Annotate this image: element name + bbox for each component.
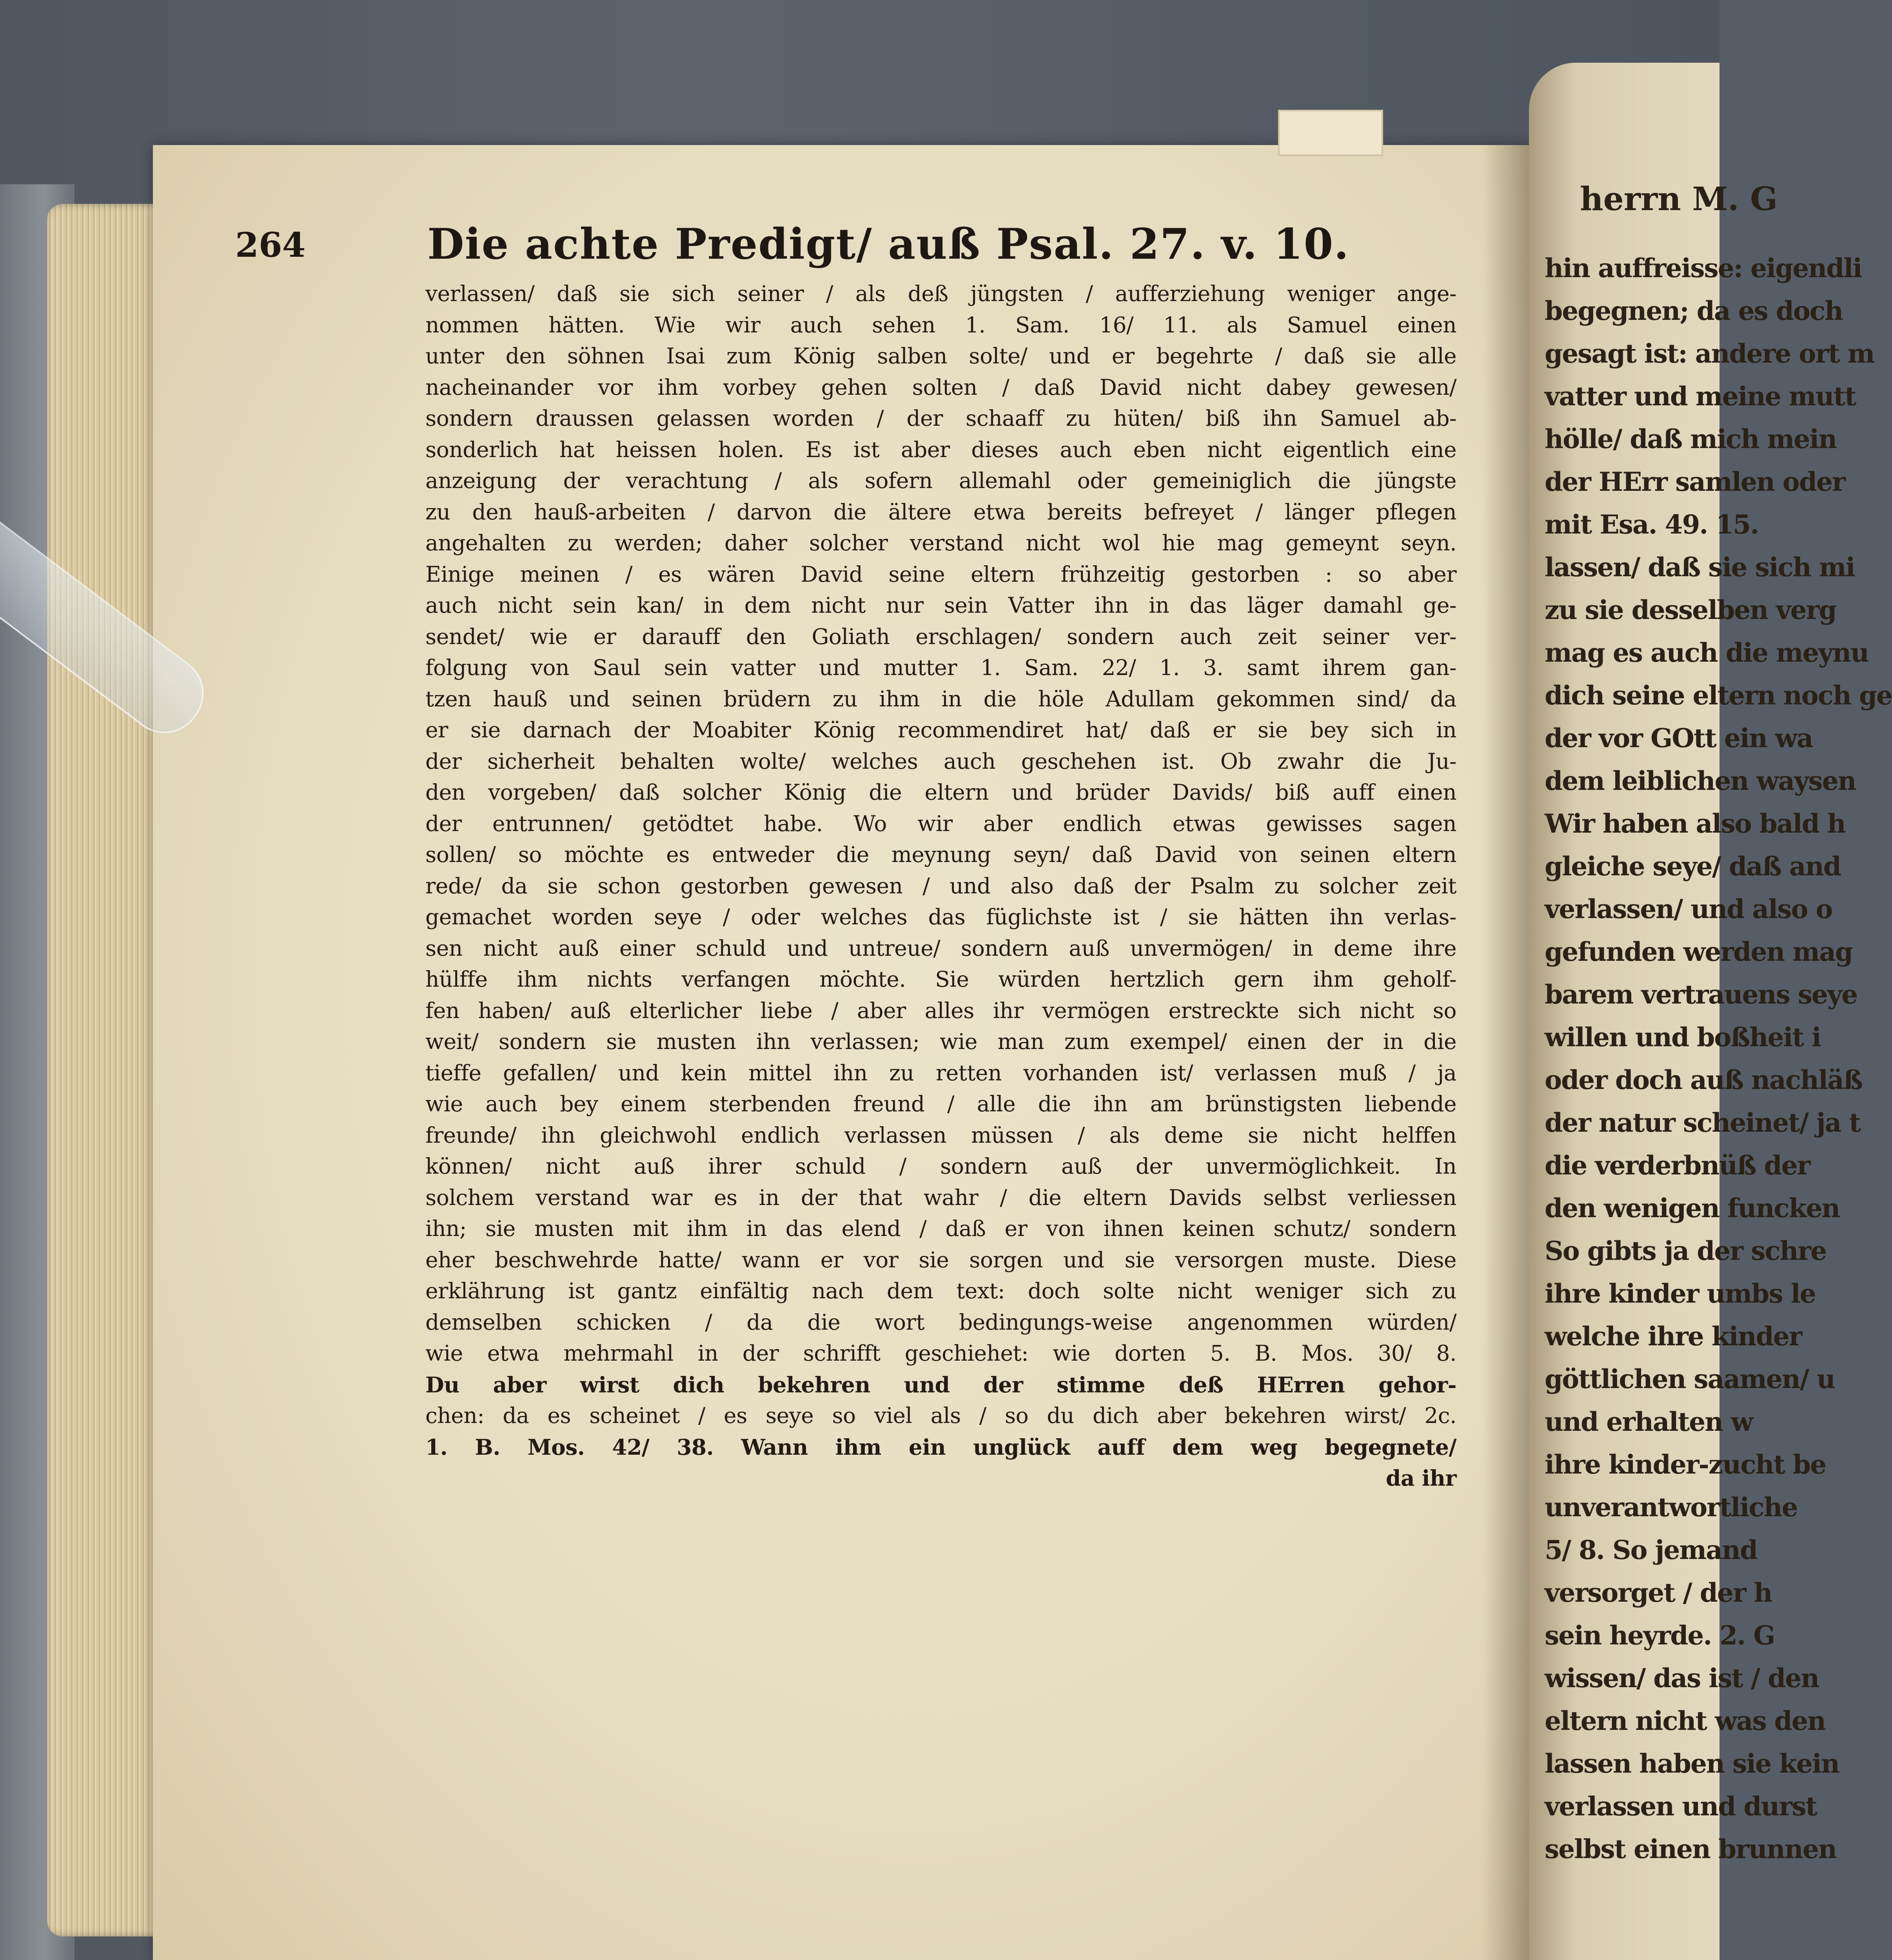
text-line: rede/ da sie schon gestorben gewesen / und also daß der Psalm zu solcher zeit	[425, 873, 1456, 898]
text-line: eher beschwehrde hatte/ wann er vor sie sorgen und sie versorgen muste. Diese	[425, 1247, 1456, 1272]
facing-page-line: zu sie desselben verg	[1545, 595, 1836, 625]
running-title: Die achte Predigt/ auß Psal. 27. v. 10.	[427, 220, 1350, 269]
text-line: können/ nicht auß ihrer schuld / sondern auß der unvermöglichkeit. In	[425, 1154, 1456, 1179]
facing-page-line: willen und boßheit i	[1545, 1022, 1821, 1053]
text-line: der entrunnen/ getödtet habe. Wo wir aber endlich etwas gewisses sagen	[425, 811, 1456, 836]
text-line: solchem verstand war es in der that wahr / die eltern Davids selbst verliessen	[425, 1185, 1456, 1210]
facing-page-line: die verderbnüß der	[1545, 1150, 1810, 1181]
text-line: anzeigung der verachtung / als sofern allemahl oder gemeiniglich die jüngste	[425, 468, 1456, 493]
facing-page-line: eltern nicht was den	[1545, 1706, 1825, 1736]
text-line: 1. B. Mos. 42/ 38. Wann ihm ein unglück auff dem weg begegnete/	[425, 1434, 1456, 1460]
facing-page-line: versorget / der h	[1545, 1577, 1772, 1608]
text-line: den vorgeben/ daß solcher König die eltern und brüder Davids/ biß auff einen	[425, 780, 1456, 805]
text-line: ihn; sie musten mit ihm in das elend / daß er von ihnen keinen schutz/ sondern	[425, 1216, 1456, 1241]
facing-page-header: herrn M. G	[1580, 180, 1778, 218]
facing-page-line: und erhalten w	[1545, 1406, 1752, 1437]
facing-page-line: lassen haben sie kein	[1545, 1748, 1839, 1779]
facing-page-line: der HErr samlen oder	[1545, 466, 1845, 497]
facing-page-line: unverantwortliche	[1545, 1492, 1798, 1523]
facing-page-line: der vor GOtt ein wa	[1545, 723, 1813, 753]
text-line: zu den hauß-arbeiten / darvon die ältere etwa bereits befreyet / länger pflegen	[425, 499, 1456, 524]
facing-page-line: mit Esa. 49. 15.	[1545, 509, 1759, 540]
facing-page	[1529, 63, 1892, 1960]
text-line: unter den söhnen Isai zum König salben solte/ und er begehrte / daß sie alle	[425, 343, 1456, 368]
text-line: verlassen/ daß sie sich seiner / als deß jüngsten / aufferziehung weniger ange-	[425, 281, 1456, 306]
facing-page-line: So gibts ja der schre	[1545, 1236, 1827, 1266]
facing-page-line: barem vertrauens seye	[1545, 979, 1858, 1010]
facing-page-line: welche ihre kinder	[1545, 1321, 1802, 1352]
text-line: demselben schicken / da die wort bedingungs-weise angenommen würden/	[425, 1309, 1456, 1335]
page-number: 264	[235, 225, 306, 265]
facing-page-line: dem leiblichen waysen	[1545, 766, 1856, 796]
facing-page-line: oder doch auß nachläß	[1545, 1065, 1863, 1095]
text-line: sendet/ wie er darauff den Goliath erschlagen/ sondern auch zeit seiner ver-	[425, 624, 1456, 649]
text-line: auch nicht sein kan/ in dem nicht nur sein Vatter ihn in das läger damahl ge-	[425, 593, 1456, 618]
facing-page-line: vatter und meine mutt	[1545, 381, 1856, 412]
text-line: freunde/ ihn gleichwohl endlich verlassen müssen / als deme sie nicht helffen	[425, 1122, 1456, 1148]
page-body-text	[425, 278, 1456, 1494]
text-line: folgung von Saul sein vatter und mutter 1. Sam. 22/ 1. 3. samt ihrem gan-	[425, 655, 1456, 680]
text-line: sen nicht auß einer schuld und untreue/ sondern auß unvermögen/ in deme ihre	[425, 935, 1456, 961]
facing-page-line: ihre kinder umbs le	[1545, 1278, 1816, 1309]
facing-page-line: verlassen und durst	[1545, 1791, 1817, 1822]
text-line: fen haben/ auß elterlicher liebe / aber alles ihr vermögen erstreckte sich nicht so	[425, 998, 1456, 1023]
facing-page-line: hin auffreisse: eigendli	[1545, 253, 1862, 283]
facing-page-line: göttlichen saamen/ u	[1545, 1364, 1835, 1394]
text-line: wie etwa mehrmahl in der schrifft geschiehet: wie dorten 5. B. Mos. 30/ 8.	[425, 1341, 1456, 1366]
facing-page-line: lassen/ daß sie sich mi	[1545, 552, 1855, 583]
paper-tab	[1278, 110, 1383, 156]
text-line: weit/ sondern sie musten ihn verlassen; wie man zum exempel/ einen der in die	[425, 1029, 1456, 1054]
text-line: nommen hätten. Wie wir auch sehen 1. Sam. 16/ 11. als Samuel einen	[425, 312, 1456, 338]
text-line: er sie darnach der Moabiter König recommendiret hat/ daß er sie bey sich in	[425, 717, 1456, 742]
facing-page-line: sein heyrde. 2. G	[1545, 1620, 1775, 1651]
text-line: Du aber wirst dich bekehren und der stimme deß HErren gehor-	[425, 1372, 1456, 1397]
text-line: tieffe gefallen/ und kein mittel ihn zu retten vorhanden ist/ verlassen muß / ja	[425, 1060, 1456, 1085]
book-gutter	[1482, 145, 1537, 1960]
text-line: gemachet worden seye / oder welches das füglichste ist / sie hätten ihn verlas-	[425, 904, 1456, 929]
facing-page-line: 5/ 8. So jemand	[1545, 1535, 1758, 1565]
facing-page-line: gleiche seye/ daß and	[1545, 851, 1841, 882]
facing-page-line: den wenigen funcken	[1545, 1193, 1840, 1223]
facing-page-line: selbst einen brunnen	[1545, 1834, 1836, 1864]
facing-page-line: wissen/ das ist / den	[1545, 1663, 1819, 1693]
text-line: hülffe ihm nichts verfangen möchte. Sie würden hertzlich gern ihm geholf-	[425, 967, 1456, 992]
text-line: da ihr	[1385, 1465, 1456, 1491]
text-line: chen: da es scheinet / es seye so viel als / so du dich aber bekehren wirst/ 2c.	[425, 1403, 1456, 1428]
facing-page-line: gefunden werden mag	[1545, 936, 1853, 967]
text-line: Einige meinen / es wären David seine eltern frühzeitig gestorben : so aber	[425, 561, 1456, 587]
facing-page-line: hölle/ daß mich mein	[1545, 424, 1837, 454]
facing-page-line: mag es auch die meynu	[1545, 637, 1869, 668]
text-line: erklährung ist gantz einfältig nach dem text: doch solte nicht weniger sich zu	[425, 1278, 1456, 1303]
text-line: angehalten zu werden; daher solcher verstand nicht wol hie mag gemeynt seyn.	[425, 530, 1456, 555]
text-line: nacheinander vor ihm vorbey gehen solten / daß David nicht dabey gewesen/	[425, 374, 1456, 400]
text-line: tzen hauß und seinen brüdern zu ihm in die höle Adullam gekommen sind/ da	[425, 686, 1456, 711]
facing-page-line: begegnen; da es doch	[1545, 296, 1843, 326]
facing-page-line: ihre kinder-zucht be	[1545, 1449, 1826, 1480]
text-line: sondern draussen gelassen worden / der schaaff zu hüten/ biß ihn Samuel ab-	[425, 406, 1456, 431]
facing-page-line: Wir haben also bald h	[1545, 808, 1845, 839]
facing-page-text	[1545, 247, 1892, 1871]
facing-page-line: der natur scheinet/ ja t	[1545, 1107, 1860, 1138]
text-line: sonderlich hat heissen holen. Es ist aber dieses auch eben nicht eigentlich eine	[425, 437, 1456, 462]
facing-page-line: verlassen/ und also o	[1545, 894, 1832, 924]
facing-page-line: gesagt ist: andere ort m	[1545, 338, 1874, 369]
text-line: der sicherheit behalten wolte/ welches auch geschehen ist. Ob zwahr die Ju-	[425, 748, 1456, 774]
text-line: wie auch bey einem sterbenden freund / alle die ihn am brünstigsten liebende	[425, 1091, 1456, 1116]
text-line: sollen/ so möchte es entweder die meynung seyn/ daß David von seinen eltern	[425, 842, 1456, 867]
facing-page-line: dich seine eltern noch ge	[1545, 680, 1892, 711]
